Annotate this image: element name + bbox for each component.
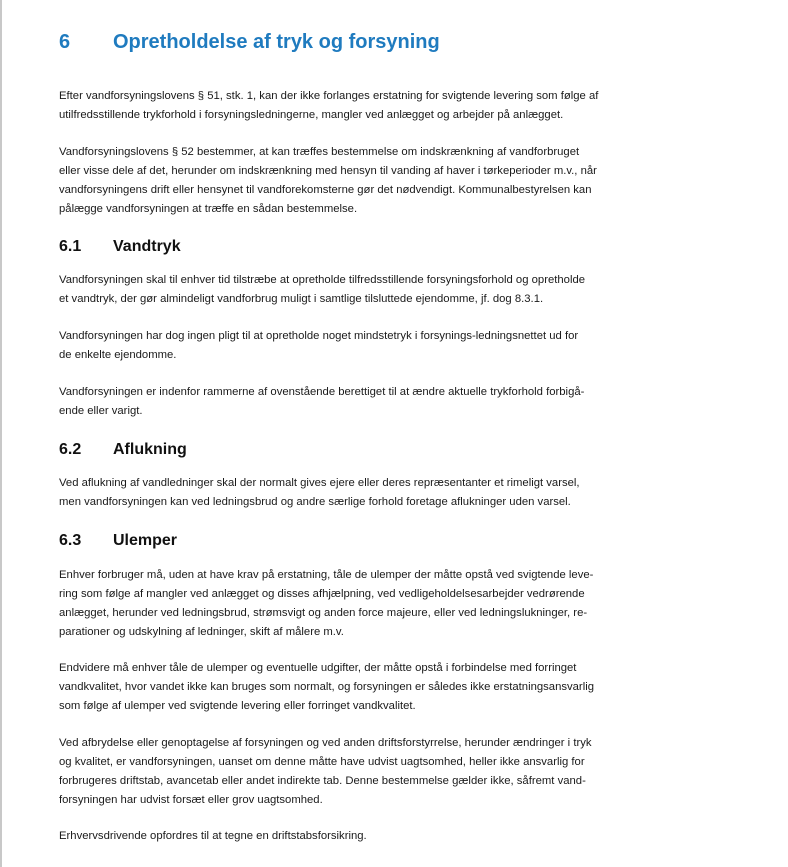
paragraph	[59, 827, 367, 846]
text-line: ring som følge af mangler ved anlægget og disses afhjælpning, ved vedligeholdelsesarbejder vedrørende	[59, 588, 585, 600]
subsection-number: 6.3	[59, 532, 82, 549]
text-line: Enhver forbruger må, uden at have krav på erstatning, tåle de ulemper der måtte opstå ved svigtende leve-	[59, 569, 594, 581]
subsection-heading	[59, 237, 181, 257]
text-line: et vandtryk, der gør almindeligt vandforbrug muligt i samtlige tilsluttede ejendomme, jf. dog 8.3.1.	[59, 293, 544, 305]
section-number: 6	[59, 31, 71, 53]
paragraph	[59, 327, 578, 365]
text-line: og kvalitet, er vandforsyningen, uanset om denne måtte have udvist uagtsomhed, heller ikke ansvarlig for	[59, 756, 585, 768]
paragraph	[59, 383, 584, 421]
text-line: Vandforsyningslovens § 52 bestemmer, at kan træffes bestemmelse om indskrænkning af vandforbruget	[59, 146, 580, 158]
paragraph	[59, 566, 593, 642]
subsection-number: 6.2	[59, 441, 82, 458]
subsection-heading	[59, 440, 187, 460]
text-line: pålægge vandforsyningen at træffe en sådan bestemmelse.	[59, 203, 358, 215]
paragraph	[59, 474, 580, 512]
subsection-title: Aflukning	[113, 441, 187, 458]
text-line: eller visse dele af det, herunder om indskrænkning med hensyn til vanding af haver i tørkeperioder m.v., når	[59, 165, 597, 177]
text-line: vandkvalitet, hvor vandet ikke kan bruges som normalt, og forsyningen er således ikke erstatningsansvarlig	[59, 681, 594, 693]
text-line: vandforsyningens drift eller hensynet til vandforekomsterne gør det nødvendigt. Kommunalbestyrelsen kan	[59, 184, 592, 196]
text-line: Vandforsyningen skal til enhver tid tilstræbe at opretholde tilfredsstillende forsyningsforhold og opretholde	[59, 274, 586, 286]
text-line: Vandforsyningen har dog ingen pligt til at opretholde noget mindstetryk i forsynings-ledningsnettet ud for	[59, 330, 579, 342]
text-line: de enkelte ejendomme.	[59, 349, 177, 361]
text-line: Endvidere må enhver tåle de ulemper og eventuelle udgifter, der måtte opstå i forbindelse med forringet	[59, 662, 577, 674]
text-line: Vandforsyningen er indenfor rammerne af ovenstående berettiget til at ændre aktuelle trykforhold forbigå-	[59, 386, 585, 398]
subsection-title: Vandtryk	[113, 238, 181, 255]
text-line: Ved afbrydelse eller genoptagelse af forsyningen og ved anden driftsforstyrrelse, herunder ændringer i tryk	[59, 737, 592, 749]
text-line: Ved aflukning af vandledninger skal der normalt gives ejere eller deres repræsentanter et rimeligt varsel,	[59, 477, 580, 489]
text-line: anlægget, herunder ved ledningsbrud, strømsvigt og anden force majeure, eller ved ledningslukninger, re-	[59, 607, 588, 619]
page-edge	[0, 0, 2, 867]
subsection-title: Ulemper	[113, 532, 178, 549]
text-line: som følge af ulemper ved svigtende levering eller forringet vandkvalitet.	[59, 700, 416, 712]
text-line: Efter vandforsyningslovens § 51, stk. 1, kan der ikke forlanges erstatning for svigtende levering som følge af	[59, 90, 599, 102]
paragraph	[59, 734, 592, 810]
paragraph	[59, 659, 594, 716]
text-line: forbrugeres driftstab, avancetab eller andet indirekte tab. Denne bestemmelse gælder ikke, såfremt vand-	[59, 775, 586, 787]
text-line: Erhvervsdrivende opfordres til at tegne en driftstabsforsikring.	[59, 830, 367, 842]
text-line: parationer og udskylning af ledninger, skift af målere m.v.	[59, 626, 344, 638]
section-heading	[59, 30, 440, 54]
text-line: ende eller varigt.	[59, 405, 143, 417]
paragraph	[59, 271, 585, 309]
subsection-number: 6.1	[59, 238, 82, 255]
paragraph	[59, 87, 598, 125]
text-line: men vandforsyningen kan ved ledningsbrud og andre særlige forhold foretage aflukninger uden varsel.	[59, 496, 571, 508]
paragraph	[59, 143, 597, 219]
section-title: Opretholdelse af tryk og forsyning	[113, 31, 440, 53]
text-line: utilfredsstillende trykforhold i forsyningsledningerne, mangler ved anlægget og arbejder på anlægget.	[59, 109, 564, 121]
text-line: forsyningen har udvist forsæt eller grov uagtsomhed.	[59, 794, 323, 806]
subsection-heading	[59, 531, 177, 551]
